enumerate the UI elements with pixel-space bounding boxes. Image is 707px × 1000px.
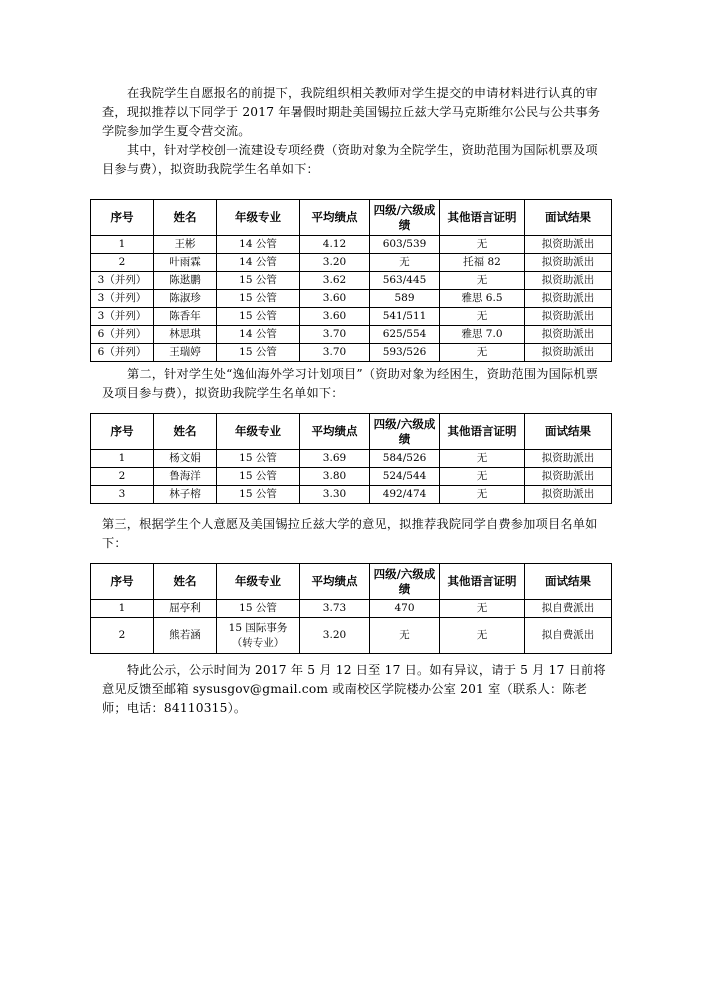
- cell-interview-result: 拟资助派出: [525, 344, 612, 362]
- cell-gpa: 3.30: [300, 486, 370, 504]
- cell-cet-score: 524/544: [370, 468, 440, 486]
- cell-name: 鲁海洋: [154, 468, 217, 486]
- header-other-language: 其他语言证明: [440, 564, 525, 600]
- header-interview-result: 面试结果: [525, 414, 612, 450]
- cell-index: 6（并列）: [91, 344, 154, 362]
- header-grade-major: 年级专业: [217, 414, 300, 450]
- cell-grade-major: 15 公管: [217, 290, 300, 308]
- table-header-row: [91, 414, 612, 450]
- cell-name: 熊若涵: [154, 618, 217, 654]
- cell-grade-major: 15 公管: [217, 486, 300, 504]
- cell-grade-major: 15 公管: [217, 272, 300, 290]
- table-header-row: [91, 200, 612, 236]
- header-interview-result: 面试结果: [525, 200, 612, 236]
- cell-other-language: 无: [440, 236, 525, 254]
- cell-gpa: 3.70: [300, 344, 370, 362]
- cell-other-language: 无: [440, 450, 525, 468]
- header-cet-score: 四级/六级成绩: [370, 200, 440, 236]
- cell-other-language: 无: [440, 486, 525, 504]
- cell-interview-result: 拟资助派出: [525, 272, 612, 290]
- cell-gpa: 3.70: [300, 326, 370, 344]
- cell-gpa: 3.73: [300, 600, 370, 618]
- cell-interview-result: 拟资助派出: [525, 290, 612, 308]
- cell-cet-score: 470: [370, 600, 440, 618]
- cell-other-language: 无: [440, 344, 525, 362]
- cell-cet-score: 603/539: [370, 236, 440, 254]
- table-section1: [90, 199, 612, 362]
- cell-name: 陈逖鹏: [154, 272, 217, 290]
- table-section2: [90, 413, 612, 504]
- cell-index: 1: [91, 450, 154, 468]
- closing-paragraph: 特此公示，公示时间为 2017 年 5 月 12 日至 17 日。如有异议，请于 5 月 17 日前将意见反馈至邮箱 sysusgov@gmail.com 或南校区学院楼办公室 201 室（联系人：陈老师；电话：84110315）。: [102, 663, 606, 715]
- cell-name: 杨文娟: [154, 450, 217, 468]
- header-other-language: 其他语言证明: [440, 414, 525, 450]
- cell-interview-result: 拟自费派出: [525, 618, 612, 654]
- cell-index: 6（并列）: [91, 326, 154, 344]
- cell-interview-result: 拟自费派出: [525, 600, 612, 618]
- cell-name: 林子榕: [154, 486, 217, 504]
- cell-gpa: 3.20: [300, 618, 370, 654]
- cell-other-language: 无: [440, 308, 525, 326]
- cell-interview-result: 拟资助派出: [525, 254, 612, 272]
- header-gpa: 平均绩点: [300, 200, 370, 236]
- cell-cet-score: 589: [370, 290, 440, 308]
- cell-cet-score: 492/474: [370, 486, 440, 504]
- cell-interview-result: 拟资助派出: [525, 308, 612, 326]
- table-row: [91, 450, 612, 468]
- cell-cet-score: 541/511: [370, 308, 440, 326]
- cell-name: 王瑞婷: [154, 344, 217, 362]
- cell-interview-result: 拟资助派出: [525, 326, 612, 344]
- section2-paragraph: 第二，针对学生处“逸仙海外学习计划项目”（资助对象为经困生，资助范围为国际机票及项目参与费），拟资助我院学生名单如下：: [102, 367, 599, 400]
- cell-index: 3（并列）: [91, 272, 154, 290]
- header-interview-result: 面试结果: [525, 564, 612, 600]
- cell-index: 2: [91, 468, 154, 486]
- cell-name: 林思琪: [154, 326, 217, 344]
- table-row: [91, 254, 612, 272]
- cell-cet-score: 无: [370, 254, 440, 272]
- cell-name: 王彬: [154, 236, 217, 254]
- header-name: 姓名: [154, 564, 217, 600]
- section3-paragraph: 第三，根据学生个人意愿及美国锡拉丘兹大学的意见，拟推荐我院同学自费参加项目名单如下：: [102, 517, 598, 550]
- cell-gpa: 3.80: [300, 468, 370, 486]
- table-row: [91, 272, 612, 290]
- cell-index: 3（并列）: [91, 290, 154, 308]
- header-name: 姓名: [154, 414, 217, 450]
- cell-cet-score: 593/526: [370, 344, 440, 362]
- header-grade-major: 年级专业: [217, 564, 300, 600]
- cell-grade-major: 15 公管: [217, 468, 300, 486]
- cell-cet-score: 无: [370, 618, 440, 654]
- cell-name: 陈香年: [154, 308, 217, 326]
- cell-gpa: 3.60: [300, 308, 370, 326]
- cell-other-language: 雅思 6.5: [440, 290, 525, 308]
- intro-paragraph: 在我院学生自愿报名的前提下，我院组织相关教师对学生提交的申请材料进行认真的审查，现拟推荐以下同学于 2017 年暑假时期赴美国锡拉丘兹大学马克斯维尔公民与公共事务学院参加学生夏令营交流。: [102, 86, 601, 138]
- cell-grade-major: 15 公管: [217, 450, 300, 468]
- cell-grade-major: 14 公管: [217, 236, 300, 254]
- header-cet-score: 四级/六级成绩: [370, 414, 440, 450]
- cell-other-language: 无: [440, 272, 525, 290]
- cell-other-language: 无: [440, 600, 525, 618]
- table-row: [91, 236, 612, 254]
- header-gpa: 平均绩点: [300, 414, 370, 450]
- section1-paragraph: 其中，针对学校创一流建设专项经费（资助对象为全院学生，资助范围为国际机票及项目参与费），拟资助我院学生名单如下：: [102, 143, 598, 176]
- cell-name: 叶雨霖: [154, 254, 217, 272]
- cell-interview-result: 拟资助派出: [525, 468, 612, 486]
- cell-index: 2: [91, 618, 154, 654]
- cell-index: 2: [91, 254, 154, 272]
- header-index: 序号: [91, 200, 154, 236]
- header-index: 序号: [91, 564, 154, 600]
- table-row: [91, 486, 612, 504]
- cell-index: 1: [91, 600, 154, 618]
- cell-grade-major: 15 公管: [217, 600, 300, 618]
- cell-other-language: 雅思 7.0: [440, 326, 525, 344]
- table-section3: [90, 563, 612, 654]
- table-row: [91, 618, 612, 654]
- cell-interview-result: 拟资助派出: [525, 450, 612, 468]
- header-grade-major: 年级专业: [217, 200, 300, 236]
- cell-cet-score: 625/554: [370, 326, 440, 344]
- table-header-row: [91, 564, 612, 600]
- cell-other-language: 无: [440, 468, 525, 486]
- cell-gpa: 4.12: [300, 236, 370, 254]
- cell-gpa: 3.60: [300, 290, 370, 308]
- cell-other-language: 托福 82: [440, 254, 525, 272]
- cell-interview-result: 拟资助派出: [525, 486, 612, 504]
- table-row: [91, 600, 612, 618]
- table-row: [91, 326, 612, 344]
- cell-other-language: 无: [440, 618, 525, 654]
- table-row: [91, 468, 612, 486]
- cell-gpa: 3.69: [300, 450, 370, 468]
- cell-name: 陈淑珍: [154, 290, 217, 308]
- cell-index: 3（并列）: [91, 308, 154, 326]
- cell-interview-result: 拟资助派出: [525, 236, 612, 254]
- cell-grade-major: 14 公管: [217, 326, 300, 344]
- cell-name: 屈亭利: [154, 600, 217, 618]
- header-gpa: 平均绩点: [300, 564, 370, 600]
- cell-gpa: 3.20: [300, 254, 370, 272]
- cell-grade-major: 14 公管: [217, 254, 300, 272]
- cell-cet-score: 584/526: [370, 450, 440, 468]
- header-name: 姓名: [154, 200, 217, 236]
- cell-grade-major: 15 国际事务 （转专业）: [217, 618, 300, 654]
- table-row: [91, 308, 612, 326]
- cell-cet-score: 563/445: [370, 272, 440, 290]
- cell-grade-major: 15 公管: [217, 344, 300, 362]
- table-row: [91, 344, 612, 362]
- cell-gpa: 3.62: [300, 272, 370, 290]
- cell-index: 1: [91, 236, 154, 254]
- header-index: 序号: [91, 414, 154, 450]
- header-other-language: 其他语言证明: [440, 200, 525, 236]
- cell-index: 3: [91, 486, 154, 504]
- header-cet-score: 四级/六级成绩: [370, 564, 440, 600]
- table-row: [91, 290, 612, 308]
- cell-grade-major: 15 公管: [217, 308, 300, 326]
